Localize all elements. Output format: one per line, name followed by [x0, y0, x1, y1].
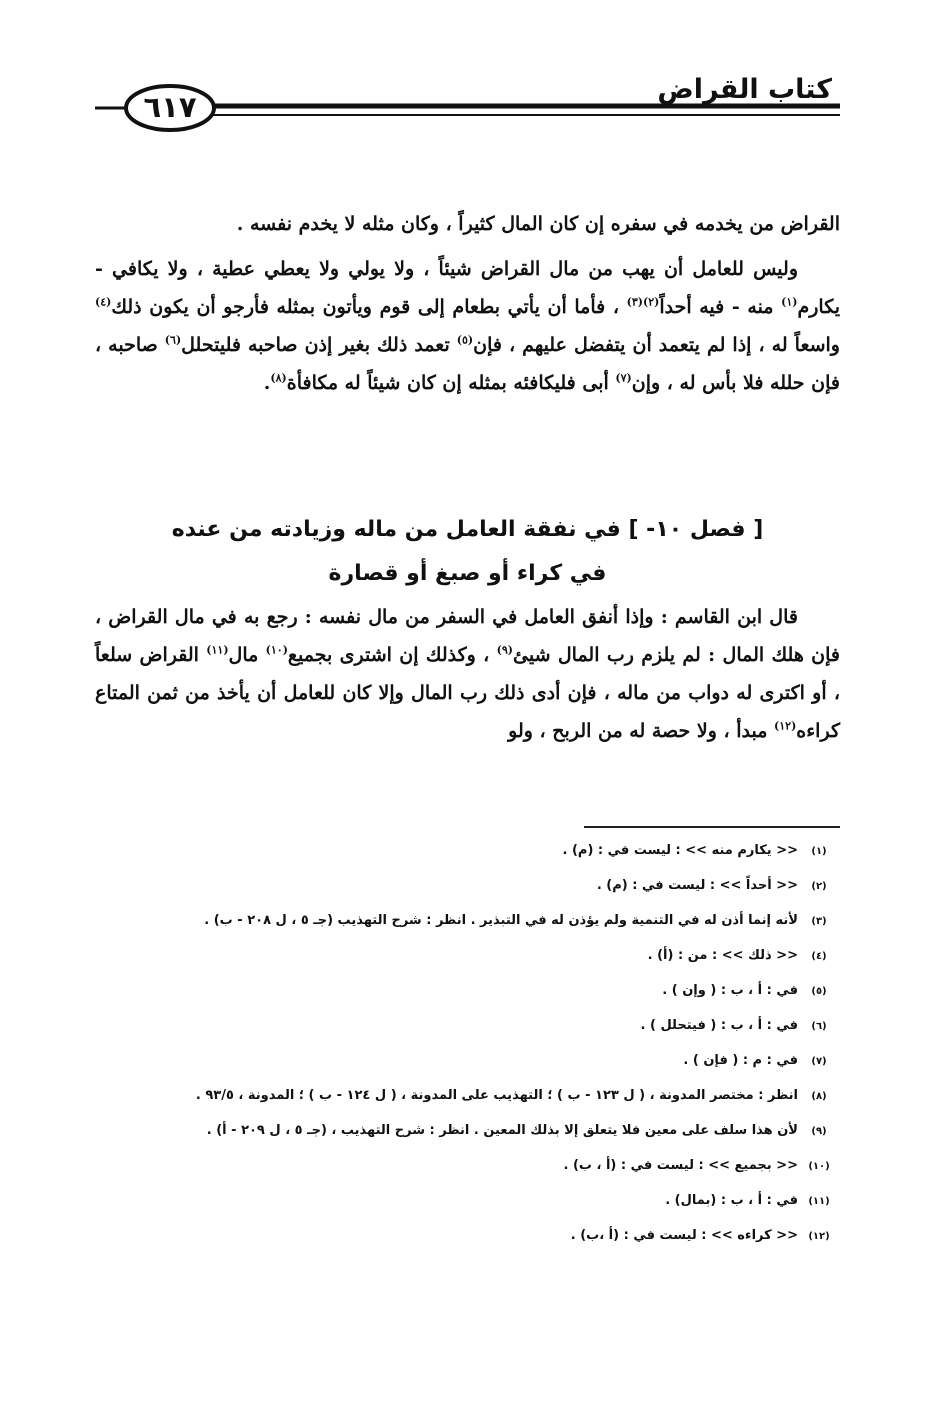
footnote-item: [95, 1053, 840, 1088]
page-number: ٦١٧: [143, 90, 197, 124]
footnote-text: لأن هذا سلف على معين فلا يتعلق إلا بذلك المعين . انظر : شرح التهذيب ، (جـ ٥ ، ل ٢٠٩ - أ) .: [206, 1123, 798, 1138]
footnote-item: [95, 1228, 840, 1263]
footnote-number: (١١): [808, 1196, 830, 1207]
footnote-item: [95, 1088, 840, 1123]
footnote-text: في : أ ، ب : ( وإن ) .: [662, 983, 798, 998]
footnote-separator: [584, 826, 840, 828]
footnote-item: [95, 913, 840, 948]
footnote-text: في : م : ( فإن ) .: [683, 1053, 798, 1068]
footnote-ref-5[interactable]: (٥): [456, 333, 474, 347]
footnote-number: (١): [811, 846, 827, 857]
section-heading-line-1: [ فصل ١٠- ] في نفقة العامل من ماله وزيادته من عنده: [171, 517, 764, 542]
text-run: .: [263, 372, 271, 394]
footnote-number: (٤): [811, 951, 827, 962]
footnote-number: (٨): [811, 1091, 827, 1102]
footnote-item: [95, 878, 840, 913]
footnote-item: [95, 843, 840, 878]
footnote-ref-9[interactable]: (٩): [496, 643, 514, 657]
text-run: أبى فليكافئه بمثله إن كان شيئاً له مكافأة: [286, 372, 616, 394]
footnote-number: (١٢): [808, 1231, 830, 1242]
footnote-text: << ذلك >> : من : (أ) .: [647, 948, 798, 963]
page-header: [95, 72, 840, 142]
paragraph-3-text: [95, 598, 840, 750]
section-heading: [95, 508, 840, 596]
text-run: ، فأما أن يأتي بطعام إلى قوم ويأتون بمثله فأرجو أن يكون ذلك: [111, 296, 627, 318]
footnote-number: (٦): [811, 1021, 827, 1032]
text-run: القراض سلعاً ، أو اكترى له دواب من ماله ، فإن أدى ذلك رب المال وإلا كان للعامل أن يأخذ من ثمن المتاع كراءه: [95, 644, 840, 742]
footnote-number: (٣): [811, 916, 827, 927]
text-run: ، وكذلك إن اشترى بجميع: [287, 644, 497, 666]
footnote-ref-8[interactable]: (٨): [270, 371, 287, 385]
footnote-ref-7[interactable]: (٧): [615, 371, 632, 385]
footnote-item: [95, 1193, 840, 1228]
paragraph-1: [95, 205, 840, 243]
footnote-text: انظر : مختصر المدونة ، ( ل ١٢٣ - ب ) ؛ التهذيب على المدونة ، ( ل ١٢٤ - ب ) ؛ المدونة ، ٩٣/٥ .: [195, 1088, 798, 1103]
text-run: صاحبه ، فإن حلله فلا بأس له ، وإن: [95, 334, 840, 394]
running-title: كتاب القراض: [657, 74, 832, 105]
footnote-text: << كراءه >> : ليست في : (أ ،ب) .: [570, 1228, 798, 1243]
footnote-number: (٩): [811, 1126, 827, 1137]
footnote-item: [95, 1123, 840, 1158]
text-run: واسعاً له ، إذا لم يتعمد أن يتفضل عليهم ، فإن: [473, 334, 840, 356]
text-run: وليس للعامل أن يهب من مال القراض شيئاً ، ولا يولي ولا يعطي عطية ، ولا يكافي - يكارم: [95, 258, 840, 318]
footnote-item: [95, 1018, 840, 1053]
paragraph-2: [95, 250, 840, 402]
footnote-ref-2[interactable]: (٢): [642, 295, 660, 309]
text-run: تعمد ذلك بغير إذن صاحبه فليتحلل: [181, 334, 457, 356]
footnote-number: (٢): [811, 881, 827, 892]
footnote-text: << أحداً >> : ليست في : (م) .: [596, 878, 798, 893]
footnote-ref-1[interactable]: (١): [781, 295, 798, 309]
footnote-ref-6[interactable]: (٦): [164, 333, 182, 347]
footnote-item: [95, 948, 840, 983]
footnote-item: [95, 1158, 840, 1193]
footnote-number: (٥): [811, 986, 827, 997]
footnote-text: في : أ ، ب : ( فيتحلل ) .: [640, 1018, 798, 1033]
footnote-ref-10[interactable]: (١٠): [265, 643, 288, 657]
section-heading-line-2: في كراء أو صبغ أو قصارة: [328, 561, 607, 586]
footnotes: [95, 843, 840, 1263]
paragraph-2-text: [95, 250, 840, 402]
footnote-ref-12[interactable]: (١٢): [774, 719, 797, 733]
footnote-item: [95, 983, 840, 1018]
footnote-text: في : أ ، ب : (بمال) .: [665, 1193, 798, 1208]
footnote-text: << بجميع >> : ليست في : (أ ، ب) .: [563, 1158, 798, 1173]
footnote-ref-3[interactable]: (٣): [626, 295, 643, 309]
text-run: منه - فيه أحداً: [659, 296, 782, 318]
footnote-number: (١٠): [808, 1161, 830, 1172]
text-run: مبدأ ، ولا حصة له من الربح ، ولو: [508, 720, 775, 742]
footnote-ref-4[interactable]: (٤): [95, 295, 112, 309]
text-run: مال: [228, 644, 266, 666]
footnote-ref-11[interactable]: (١١): [206, 643, 229, 657]
footnote-text: << يكارم منه >> : ليست في : (م) .: [562, 843, 798, 858]
paragraph-1-text: القراض من يخدمه في سفره إن كان المال كثيراً ، وكان مثله لا يخدم نفسه .: [236, 213, 840, 235]
text-run: قال ابن القاسم : وإذا أنفق العامل في السفر من مال نفسه : رجع به في مال القراض ، فإن هلك المال : لم يلزم رب المال شيئ: [95, 606, 841, 666]
footnote-text: لأنه إنما أذن له في التنمية ولم يؤذن له في التبذير . انظر : شرح التهذيب (جـ ٥ ، ل ٢٠٨ - ب) .: [204, 913, 798, 928]
paragraph-3: [95, 598, 840, 750]
footnote-number: (٧): [811, 1056, 827, 1067]
